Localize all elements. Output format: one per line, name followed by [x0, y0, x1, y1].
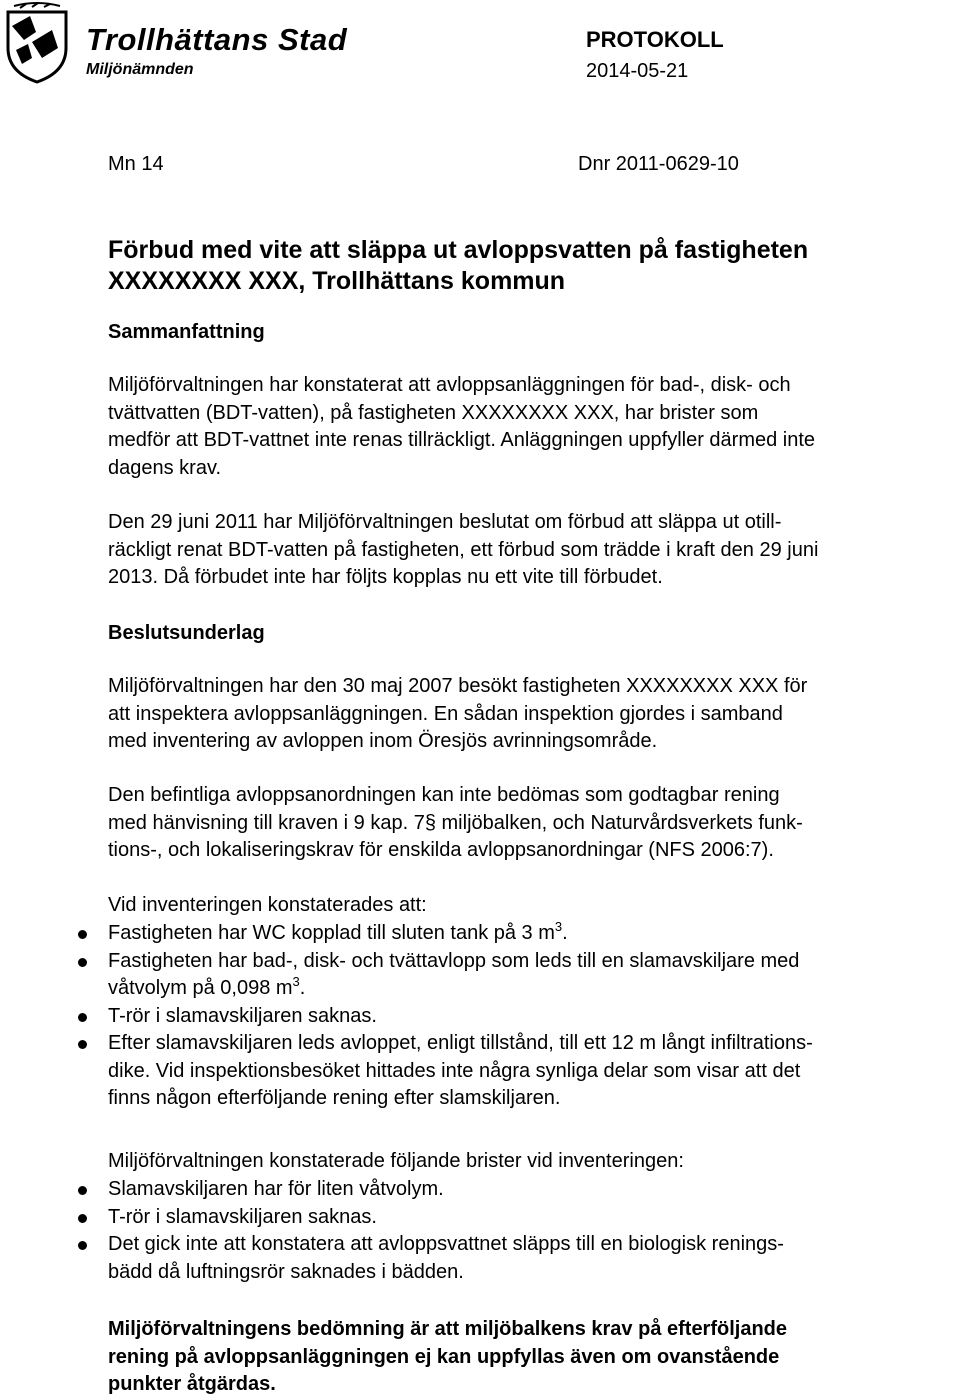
title-line: XXXXXXXX XXX, Trollhättans kommun: [108, 267, 566, 295]
list-item: Efter slamavskiljaren leds avloppet, enligt tillstånd, till ett 12 m långt infiltrations- dike. Vid inspektionsbesöket hittades inte några synliga delar som visar att det finns någon efterföljande rening efter slamskiljaren.: [108, 1030, 960, 1113]
case-number: Dnr 2011-0629-10: [578, 153, 739, 175]
text-line: rening på avloppsanläggningen ej kan uppfyllas även om ovanstående: [108, 1345, 780, 1368]
bullet-icon: [78, 1013, 87, 1022]
list-item: Slamavskiljaren har för liten våtvolym.: [108, 1176, 960, 1204]
deficiency-intro: Miljöförvaltningen konstaterade följande brister vid inventeringen:: [108, 1150, 684, 1172]
text-line: Den 29 juni 2011 har Miljöförvaltningen beslutat om förbud att släppa ut otill-: [108, 511, 782, 533]
text-line: Miljöförvaltningens bedömning är att miljöbalkens krav på efterföljande: [108, 1318, 788, 1340]
basis-paragraph-1: [108, 673, 960, 756]
text-line: medför att BDT-vattnet inte renas tillräckligt. Anläggningen uppfyller därmed inte: [108, 429, 816, 451]
list-item: T-rör i slamavskiljaren saknas.: [108, 1204, 960, 1232]
bullet-icon: [78, 1241, 87, 1250]
paragraph-number: Mn 14: [108, 153, 164, 175]
text-line: med inventering av avloppen inom Öresjös avrinningsområde.: [108, 730, 658, 752]
list-item: Det gick inte att konstatera att avloppsvattnet släpps till en biologisk renings- bädd då luftningsrör saknades i bädden.: [108, 1231, 960, 1286]
title-line: Förbud med vite att släppa ut avloppsvatten på fastigheten: [108, 236, 809, 264]
document-type: PROTOKOLL: [586, 27, 724, 52]
list-item: Fastigheten har WC kopplad till sluten tank på 3 $m^3$.: [108, 920, 960, 948]
document-title: [108, 235, 908, 297]
text-line: att inspektera avloppsanläggningen. En sådan inspektion gjordes i samband: [108, 702, 783, 725]
text-line: 2013. Då förbudet inte har följts kopplas nu ett vite till förbudet.: [108, 566, 663, 588]
organization-unit: Miljönämnden: [86, 61, 194, 78]
list-item: T-rör i slamavskiljaren saknas.: [108, 1003, 960, 1031]
text-line: dagens krav.: [108, 456, 222, 479]
municipality-crest-logo: [2, 2, 72, 84]
bullet-icon: [78, 1040, 87, 1049]
text-line: tions-, och lokaliseringskrav för enskilda avloppsanordningar (NFS 2006:7).: [108, 839, 774, 861]
basis-paragraph-2: [108, 782, 960, 865]
text-line: Miljöförvaltningen har konstaterat att avloppsanläggningen för bad-, disk- och: [108, 374, 791, 396]
basis-heading: Beslutsunderlag: [108, 622, 265, 644]
bullet-icon: [78, 1214, 87, 1223]
text-line: Miljöförvaltningen har den 30 maj 2007 besökt fastigheten XXXXXXXX XXX för: [108, 675, 808, 697]
text-line: Den befintliga avloppsanordningen kan inte bedömas som godtagbar rening: [108, 784, 780, 806]
summary-paragraph-2: [108, 509, 960, 592]
inventory-list: [108, 920, 960, 1113]
document-date: 2014-05-21: [586, 60, 689, 82]
text-line: punkter åtgärdas.: [108, 1373, 276, 1395]
bullet-icon: [78, 1186, 87, 1195]
text-line: tvättvatten (BDT-vatten), på fastigheten XXXXXXXX XXX, har brister som: [108, 401, 759, 424]
bullet-icon: [78, 958, 87, 967]
conclusion-paragraph: [108, 1316, 960, 1399]
text-line: med hänvisning till kraven i 9 kap. 7§ miljöbalken, och Naturvårdsverkets funk-: [108, 811, 803, 834]
summary-paragraph-1: [108, 372, 960, 482]
inventory-intro: Vid inventeringen konstaterades att:: [108, 894, 427, 916]
summary-heading: Sammanfattning: [108, 321, 265, 343]
organization-name: Trollhättans Stad: [86, 22, 348, 57]
deficiency-list: [108, 1176, 960, 1286]
list-item: Fastigheten har bad-, disk- och tvättavlopp som leds till en slamavskiljare med våtvolym på 0,098 $m^3$.: [108, 948, 960, 1003]
bullet-icon: [78, 930, 87, 939]
text-line: räckligt renat BDT-vatten på fastigheten, ett förbud som trädde i kraft den 29 juni: [108, 538, 819, 561]
